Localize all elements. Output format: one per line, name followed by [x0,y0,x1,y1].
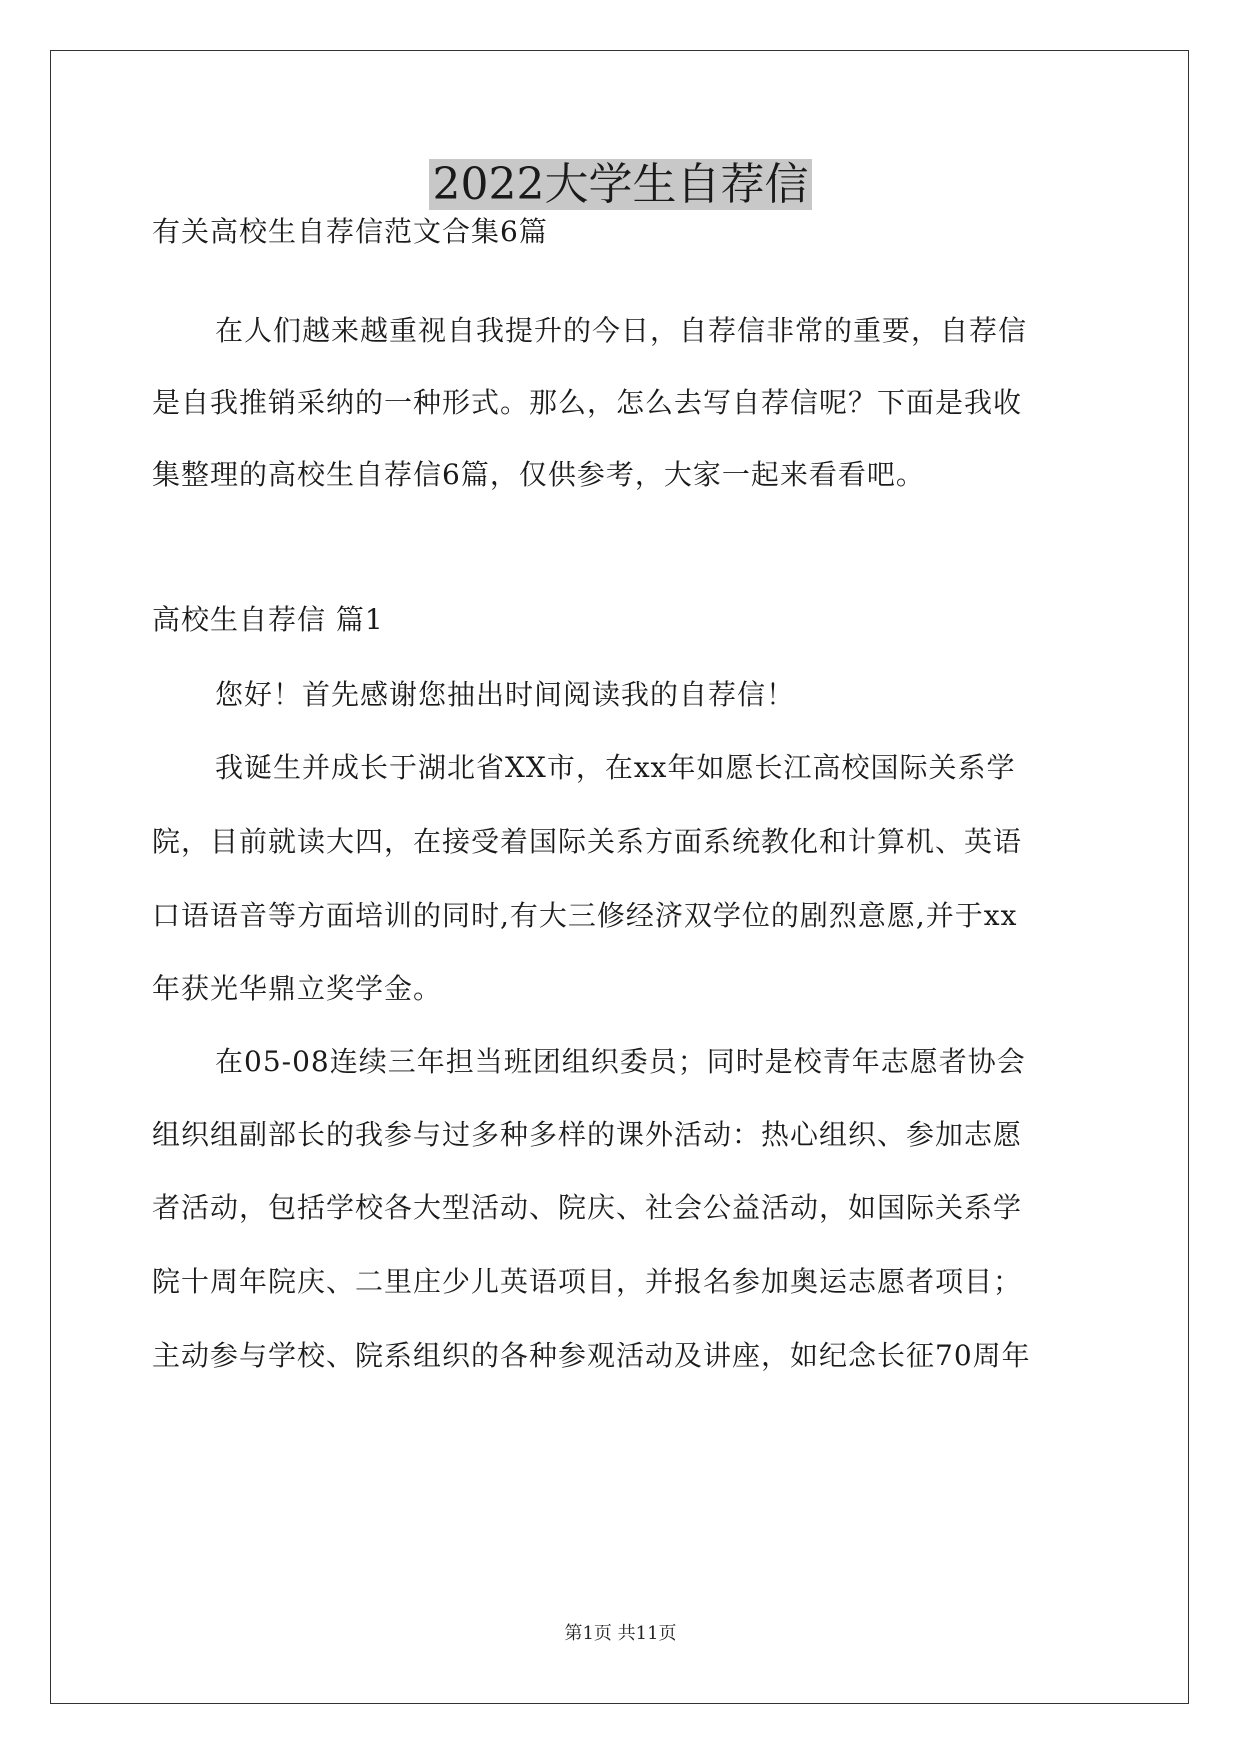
page-border [50,50,1189,1704]
paragraph1-line-3: 口语语音等方面培训的同时,有大三修经济双学位的剧烈意愿,并于xx [152,899,1018,932]
paragraph2-line-2: 组织组副部长的我参与过多种多样的课外活动：热心组织、参加志愿 [152,1118,1023,1151]
intro-line-1: 在人们越来越重视自我提升的今日，自荐信非常的重要，自荐信 [215,314,1028,347]
paragraph1-line-4: 年获光华鼎立奖学金。 [152,972,443,1005]
paragraph2-line-3: 者活动，包括学校各大型活动、院庆、社会公益活动，如国际关系学 [152,1191,1023,1224]
intro-line-3: 集整理的高校生自荐信6篇，仅供参考，大家一起来看看吧。 [152,458,925,491]
paragraph1-line-1: 我诞生并成长于湖北省XX市，在xx年如愿长江高校国际关系学 [215,751,1016,784]
intro-line-2: 是自我推销采纳的一种形式。那么，怎么去写自荐信呢？下面是我收 [152,386,1023,419]
paragraph2-line-5: 主动参与学校、院系组织的各种参观活动及讲座，如纪念长征70周年 [152,1339,1031,1372]
paragraph2-line-4: 院十周年院庆、二里庄少儿英语项目，并报名参加奥运志愿者项目； [152,1265,1023,1298]
page-number-footer: 第1页 共11页 [564,1623,677,1644]
section-heading: 高校生自荐信 篇1 [152,603,384,636]
document-title: 2022大学生自荐信 [0,155,1241,215]
document-subtitle: 有关高校生自荐信范文合集6篇 [152,215,548,248]
paragraph1-line-2: 院，目前就读大四，在接受着国际关系方面系统教化和计算机、英语 [152,825,1023,858]
greeting-line: 您好！首先感谢您抽出时间阅读我的自荐信！ [215,678,796,711]
paragraph2-line-1: 在05-08连续三年担当班团组织委员；同时是校青年志愿者协会 [215,1045,1026,1078]
